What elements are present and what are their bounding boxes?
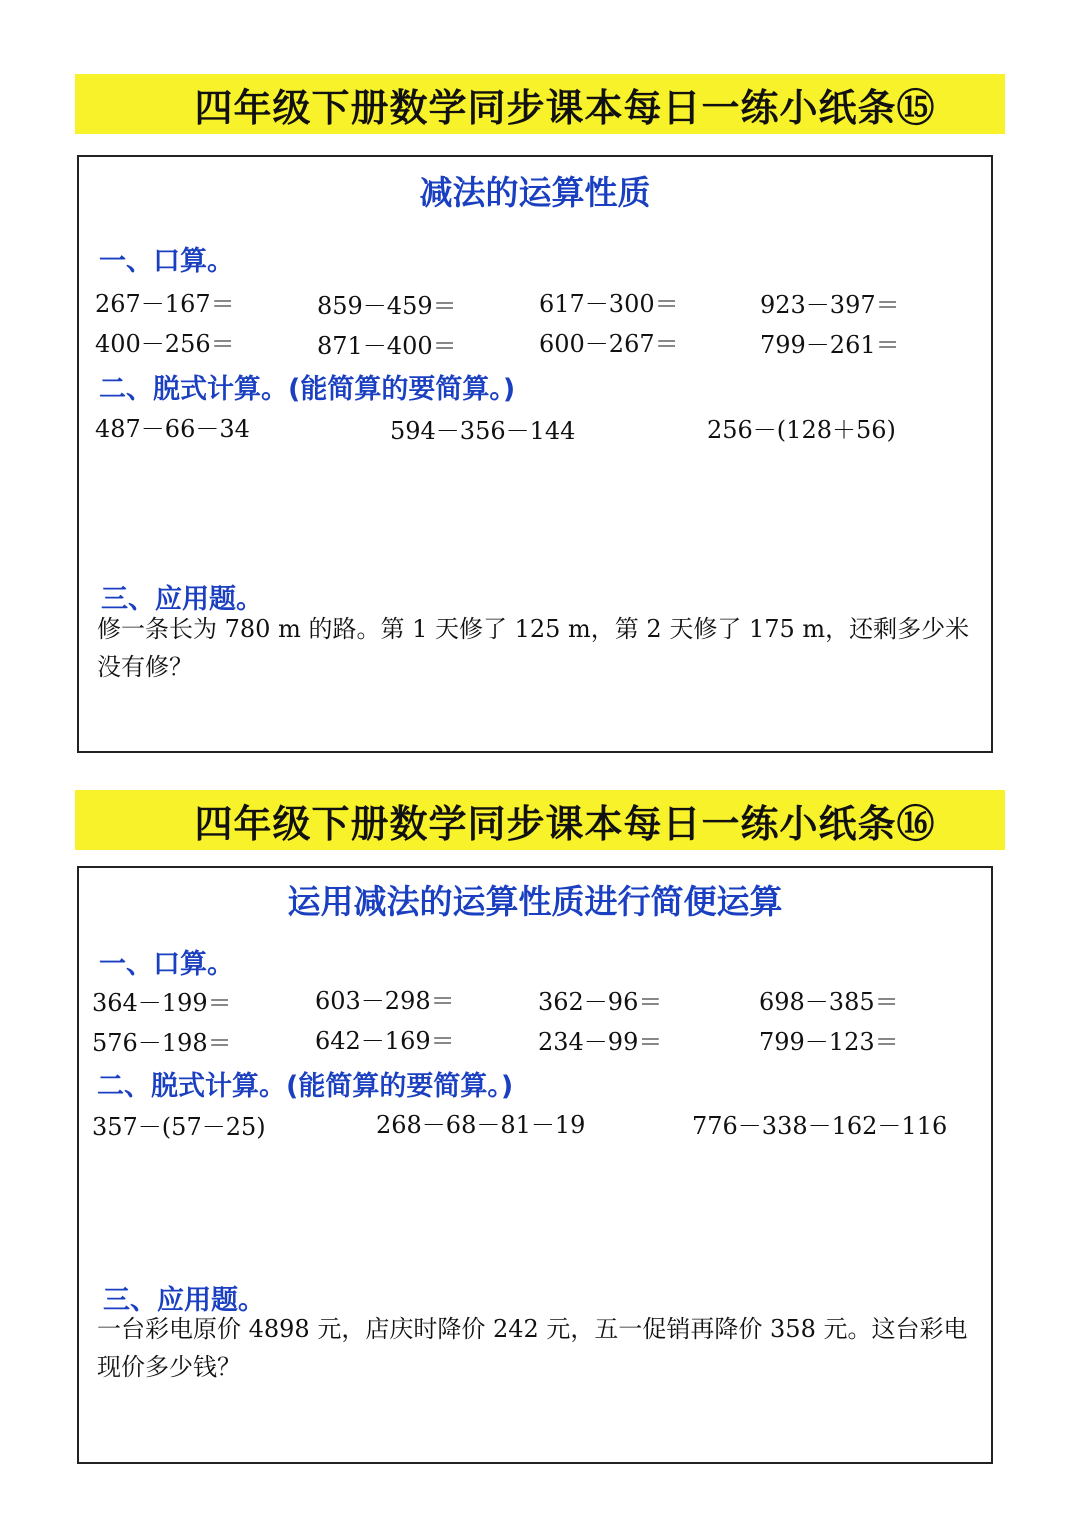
worksheet-banner-16 xyxy=(75,790,1005,850)
section-oral-heading: 一、口算。 xyxy=(99,246,234,277)
banner-title: 四年级下册数学同步课本每日一练小纸条⑯ xyxy=(194,801,936,846)
stepwise-problem: 594－356－144 xyxy=(390,417,576,445)
oral-problem: 799－123＝ xyxy=(759,1028,899,1056)
oral-problem: 603－298＝ xyxy=(315,987,455,1015)
oral-problem: 362－96＝ xyxy=(538,988,663,1016)
oral-problem: 871－400＝ xyxy=(317,332,457,360)
word-problem-text: 一台彩电原价 4898 元，店庆时降价 242 元，五一促销再降价 358 元。这台彩电现价多少钱？ xyxy=(97,1315,968,1381)
oral-problem: 923－397＝ xyxy=(760,291,900,319)
oral-problem: 698－385＝ xyxy=(759,988,899,1016)
stepwise-problem: 487－66－34 xyxy=(95,415,250,443)
section-oral-heading: 一、口算。 xyxy=(99,949,234,980)
oral-problem: 617－300＝ xyxy=(539,290,679,318)
oral-problem: 400－256＝ xyxy=(95,330,235,358)
stepwise-problem: 256－(128＋56) xyxy=(707,416,896,444)
lesson-title: 运用减法的运算性质进行简便运算 xyxy=(287,882,783,921)
word-problem-text: 修一条长为 780 m 的路。第 1 天修了 125 m，第 2 天修了 175 m，还剩多少米没有修？ xyxy=(97,615,970,681)
section-stepwise-heading: 二、脱式计算。(能简算的要简算。) xyxy=(97,1071,514,1102)
oral-problem: 576－198＝ xyxy=(92,1029,232,1057)
banner-title: 四年级下册数学同步课本每日一练小纸条⑮ xyxy=(194,85,936,130)
oral-problem: 600－267＝ xyxy=(539,330,679,358)
section-stepwise-heading: 二、脱式计算。(能简算的要简算。) xyxy=(99,374,516,405)
stepwise-problem: 776－338－162－116 xyxy=(692,1112,948,1140)
oral-problem: 267－167＝ xyxy=(95,290,235,318)
oral-problem: 364－199＝ xyxy=(92,989,232,1017)
worksheet-card-15 xyxy=(77,155,993,753)
lesson-title: 减法的运算性质 xyxy=(419,173,651,212)
oral-problem: 234－99＝ xyxy=(538,1028,663,1056)
stepwise-problem: 357－(57－25) xyxy=(92,1113,266,1141)
worksheet-card-16 xyxy=(77,866,993,1464)
section-word-problem-heading: 三、应用题。 xyxy=(103,1285,265,1316)
section-word-problem-heading: 三、应用题。 xyxy=(101,584,263,615)
oral-problem: 799－261＝ xyxy=(760,331,900,359)
worksheet-banner-15 xyxy=(75,74,1005,134)
stepwise-problem: 268－68－81－19 xyxy=(376,1111,586,1139)
oral-problem: 859－459＝ xyxy=(317,292,457,320)
oral-problem: 642－169＝ xyxy=(315,1027,455,1055)
